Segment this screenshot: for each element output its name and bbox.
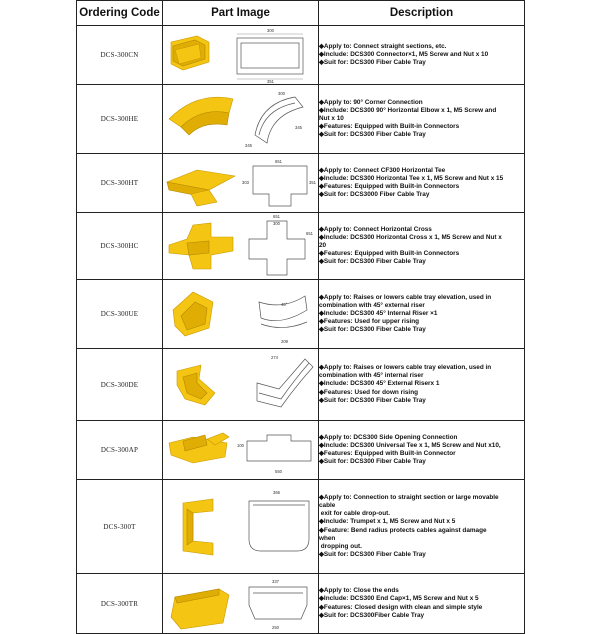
dim-width: 300	[278, 91, 285, 96]
desc-line: ◆Include: DCS300 90° Horizontal Elbow x 1, M5 Screw and	[319, 106, 497, 114]
description-cell	[319, 154, 525, 213]
external-riser-image	[163, 349, 317, 420]
desc-line: Nut x 10	[319, 114, 344, 122]
description-cell	[319, 213, 525, 280]
desc-line: combination with 45° internal riser	[319, 372, 424, 380]
dim-leg-a: 345	[245, 143, 252, 148]
desc-line: ◆Apply to: Connect straight sections, etc.	[319, 42, 447, 50]
part-image	[163, 85, 319, 154]
dim-height: 303	[242, 180, 249, 185]
desc-line: ◆Features: Closed design with clean and simple style	[319, 603, 483, 611]
desc-line: ◆Include: DCS300 Horizontal Cross x 1, M5 Screw and Nut x	[319, 233, 502, 241]
desc-line: ◆Suit for: DCS300 Fiber Cable Tray	[319, 258, 426, 266]
desc-line: exit for cable drop-out.	[319, 510, 391, 518]
cross-image	[163, 213, 317, 279]
dim-inner: 300	[273, 221, 280, 226]
desc-line: dropping out.	[319, 542, 362, 550]
ordering-code: DCS-300TR	[77, 574, 163, 634]
desc-line: ◆Include: DCS300 Universal Tee x 1, M5 Screw and Nut x10,	[319, 441, 501, 449]
desc-line: ◆Apply to: Connect Horizontal Cross	[319, 225, 432, 233]
description-cell	[319, 280, 525, 349]
dim-length: 274	[271, 355, 278, 360]
desc-line: ◆Apply to: Connection to straight section or large movable	[319, 494, 499, 502]
desc-line: ◆Include: DCS300 Horizontal Tee x 1, M5 Screw and Nut x 15	[319, 174, 504, 182]
dim-width: 366	[273, 489, 280, 495]
header-part-image: Part Image	[163, 1, 319, 26]
ordering-code: DCS-300CN	[77, 26, 163, 85]
desc-line: ◆Suit for: DCS300 Fiber Cable Tray	[319, 326, 426, 334]
desc-line: ◆Apply to: Connect CF300 Horizontal Tee	[319, 166, 446, 174]
part-image	[163, 574, 319, 634]
ordering-code: DCS-300DE	[77, 349, 163, 421]
desc-line: cable	[319, 502, 336, 510]
table-row	[77, 421, 525, 480]
part-image	[163, 421, 319, 480]
part-image	[163, 280, 319, 349]
dim-leg-b: 345	[295, 125, 302, 130]
ordering-code: DCS-300HC	[77, 213, 163, 280]
desc-line: ◆Apply to: Raises or lowers cable tray elevation, used in	[319, 293, 492, 301]
desc-line: ◆Include: DCS300 45° External Riserx 1	[319, 380, 440, 388]
elbow-image	[163, 85, 317, 153]
ordering-code: DCS-300UE	[77, 280, 163, 349]
dim-width: 300	[267, 28, 274, 33]
end-cap-image	[163, 575, 317, 633]
part-image	[163, 349, 319, 421]
desc-line: ◆Include: DCS300 45° Internal Riser ×1	[319, 309, 438, 317]
ordering-table	[76, 0, 525, 634]
internal-riser-image	[163, 280, 317, 348]
desc-line: ◆Suit for: DCS300Fiber Cable Tray	[319, 611, 425, 619]
connector-image	[163, 26, 317, 84]
dim-width: 651	[273, 214, 280, 219]
desc-line: ◆Suit for: DCS3000 Fiber Cable Tray	[319, 191, 430, 199]
desc-line: ◆Suit for: DCS300 Fiber Cable Tray	[319, 131, 426, 139]
dim-width: 651	[275, 159, 282, 164]
side-opening-image	[163, 421, 317, 479]
table-row	[77, 213, 525, 280]
desc-line: ◆Suit for: DCS300 Fiber Cable Tray	[319, 59, 426, 67]
ordering-code: DCS-300HT	[77, 154, 163, 213]
table-row	[77, 349, 525, 421]
dim-width: 337	[272, 578, 279, 584]
desc-line: ◆Suit for: DCS300 Fiber Cable Tray	[319, 396, 426, 404]
desc-line: ◆Apply to: 90° Corner Connection	[319, 98, 423, 106]
header-description: Description	[319, 1, 525, 26]
desc-line: ◆Features: Equipped with Built-in Connectors	[319, 250, 460, 258]
desc-line: ◆Include: DCS300 End Cap×1, M5 Screw and Nut x 5	[319, 595, 479, 603]
description-cell	[319, 26, 525, 85]
dim-length: 209	[281, 339, 288, 344]
part-image	[163, 154, 319, 213]
dim-side: 651	[306, 231, 313, 236]
dim-height: 100	[237, 443, 244, 448]
ordering-code: DCS-300AP	[77, 421, 163, 480]
ordering-code: DCS-300HE	[77, 85, 163, 154]
table-row	[77, 85, 525, 154]
description-cell	[319, 349, 525, 421]
desc-line: ◆Features: Used for down rising	[319, 388, 419, 396]
description-cell	[319, 574, 525, 634]
desc-line: ◆Suit for: DCS300 Fiber Cable Tray	[319, 458, 426, 466]
desc-line: 20	[319, 241, 327, 249]
part-image	[163, 213, 319, 280]
desc-line: when	[319, 534, 336, 542]
desc-line: ◆Apply to: Close the ends	[319, 587, 399, 595]
desc-line: combination with 45° external riser	[319, 301, 425, 309]
ordering-code: DCS-300T	[77, 480, 163, 574]
desc-line: ◆Suit for: DCS300 Fiber Cable Tray	[319, 550, 426, 558]
part-image	[163, 480, 319, 574]
desc-line: ◆Include: DCS300 Connector×1, M5 Screw and Nut x 10	[319, 50, 489, 58]
dim-angle: 45°	[281, 302, 288, 307]
desc-line: ◆Apply to: Raises or lowers cable tray elevation, used in	[319, 364, 492, 372]
dim-base: 250	[272, 624, 279, 630]
dim-length: 550	[275, 469, 282, 474]
part-image	[163, 26, 319, 85]
dim-length: 351	[267, 79, 274, 84]
table-row	[77, 26, 525, 85]
header-row	[77, 1, 525, 26]
table-row	[77, 480, 525, 574]
desc-line: ◆Feature: Bend radius protects cables against damage	[319, 526, 487, 534]
desc-line: ◆Features: Equipped with Built-in Connector	[319, 450, 456, 457]
desc-line: ◆Features: Equipped with Built-in Connectors	[319, 123, 460, 131]
desc-line: ◆Apply to: DCS300 Side Opening Connection	[319, 433, 458, 441]
dim-side: 351	[309, 180, 316, 185]
tee-image	[163, 154, 317, 212]
table-row	[77, 280, 525, 349]
table-row	[77, 574, 525, 634]
desc-line: ◆Features: Equipped with Built-in Connectors	[319, 183, 460, 190]
header-ordering-code: Ordering Code	[77, 1, 163, 26]
description-cell	[319, 85, 525, 154]
table-row	[77, 154, 525, 213]
trumpet-image	[163, 481, 317, 573]
description-cell	[319, 480, 525, 574]
desc-line: ◆Features: Used for upper rising	[319, 318, 420, 326]
desc-line: ◆Include: Trumpet x 1, M5 Screw and Nut x 5	[319, 518, 456, 526]
description-cell	[319, 421, 525, 480]
